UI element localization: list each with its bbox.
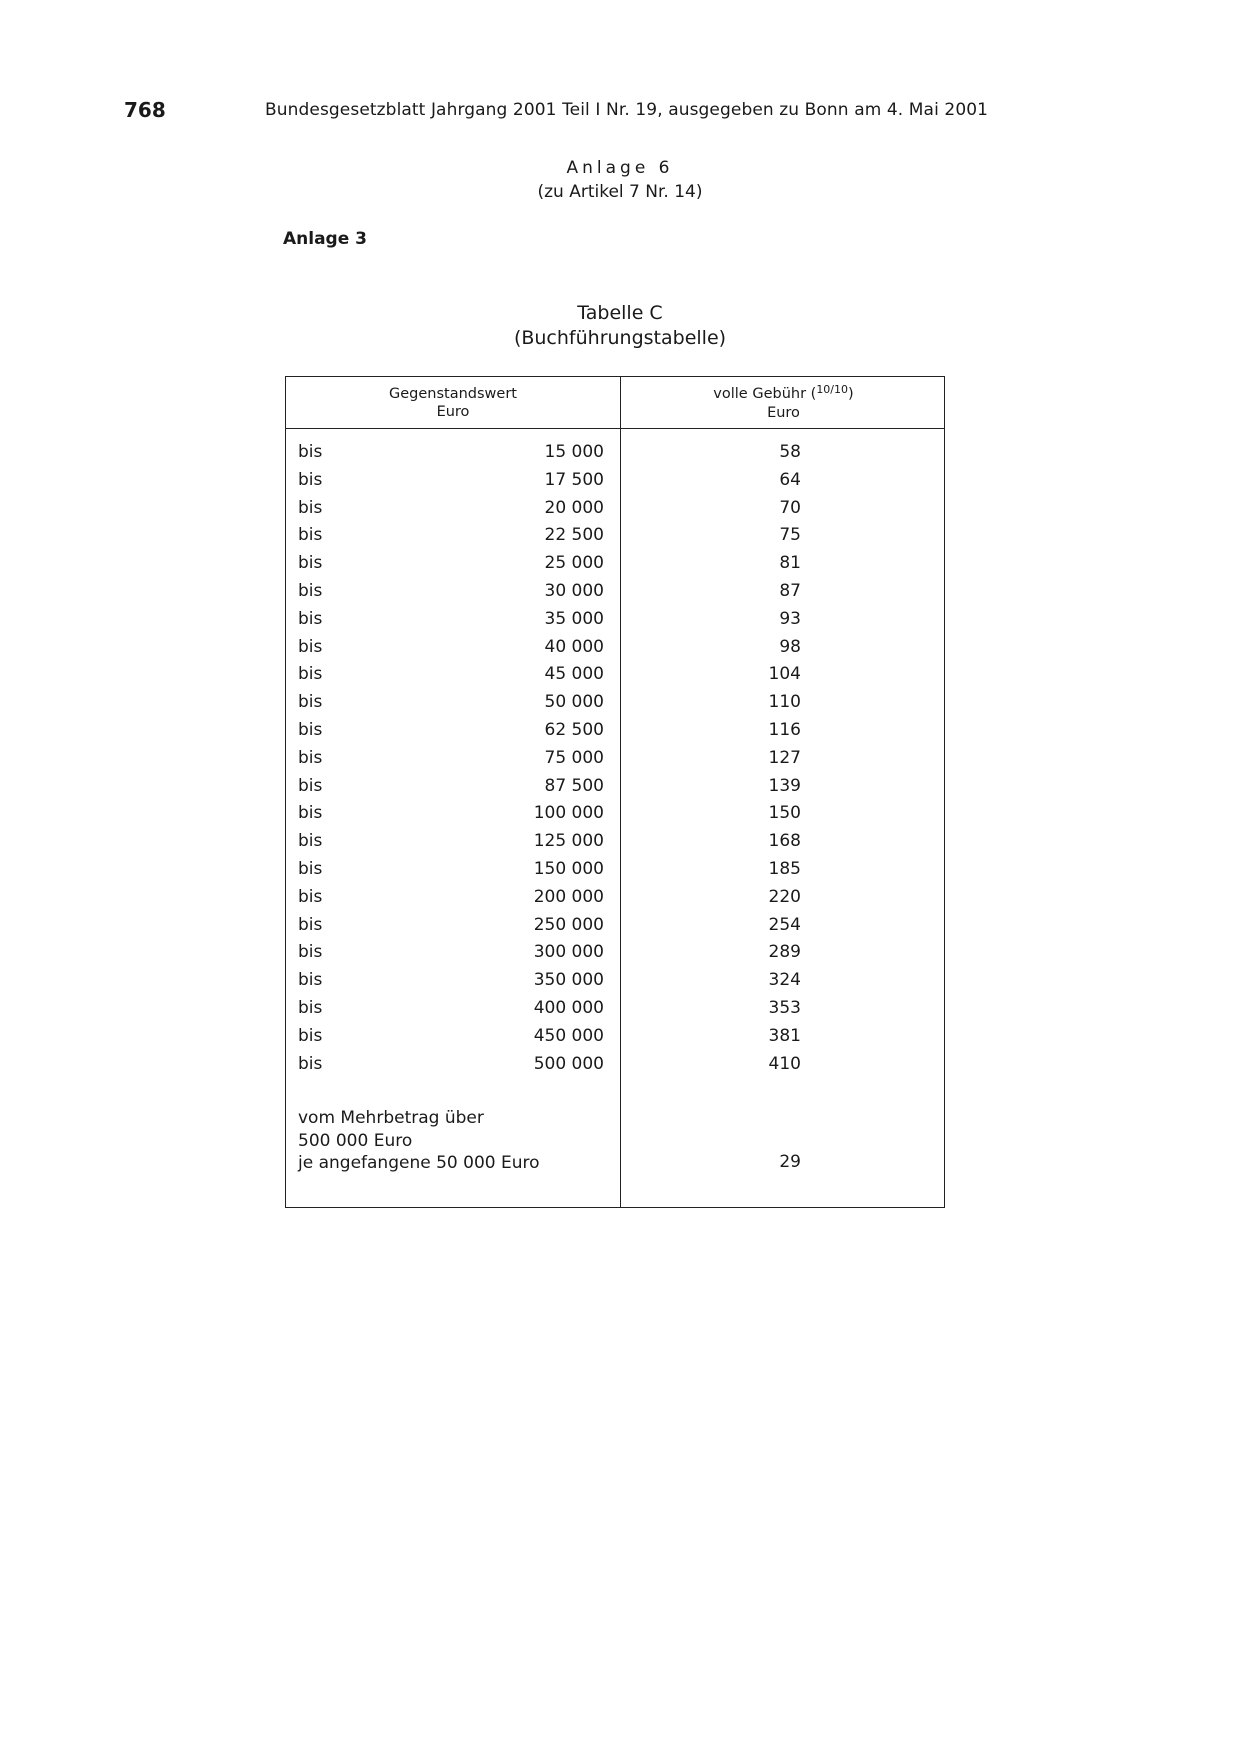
fee-fraction: 10/10 <box>816 383 849 396</box>
row-value: 450 000 <box>533 1025 604 1046</box>
table-title: Tabelle C <box>577 302 663 324</box>
anlage-label: Anlage 3 <box>283 229 368 249</box>
row-value: 350 000 <box>533 970 604 991</box>
row-label: bis <box>298 775 323 796</box>
footer-line-1: vom Mehrbetrag über <box>298 1108 484 1128</box>
table-row <box>286 607 946 635</box>
page-number: 768 <box>124 98 166 122</box>
table-row <box>286 968 946 996</box>
row-value: 87 500 <box>544 775 604 796</box>
row-fee: 168 <box>768 831 801 852</box>
row-value: 250 000 <box>533 914 604 935</box>
table-row <box>286 996 946 1024</box>
row-label: bis <box>298 914 323 935</box>
table-row <box>286 523 946 551</box>
table-row <box>286 857 946 885</box>
column-header-value-label: Gegenstandswert <box>389 386 517 402</box>
row-label: bis <box>298 442 323 462</box>
footer-line-3: je angefangene 50 000 Euro <box>298 1153 540 1173</box>
row-value: 17 500 <box>544 469 604 490</box>
row-fee: 93 <box>779 608 801 629</box>
row-fee: 220 <box>768 886 801 907</box>
row-value: 40 000 <box>544 636 604 657</box>
fee-table <box>285 376 945 1208</box>
row-value: 100 000 <box>533 803 604 824</box>
table-row <box>286 496 946 524</box>
row-value: 300 000 <box>533 942 604 963</box>
row-label: bis <box>298 997 323 1018</box>
row-value: 200 000 <box>533 886 604 907</box>
row-value: 400 000 <box>533 997 604 1018</box>
row-value: 75 000 <box>544 747 604 768</box>
row-fee: 150 <box>768 803 801 824</box>
row-label: bis <box>298 719 323 740</box>
row-label: bis <box>298 831 323 852</box>
row-fee: 75 <box>779 525 801 546</box>
table-row <box>286 662 946 690</box>
row-fee: 254 <box>768 914 801 935</box>
row-label: bis <box>298 970 323 991</box>
row-fee: 139 <box>768 775 801 796</box>
table-row <box>286 551 946 579</box>
row-value: 20 000 <box>544 497 604 518</box>
row-value: 35 000 <box>544 608 604 629</box>
header-rule <box>286 428 944 429</box>
running-title: Bundesgesetzblatt Jahrgang 2001 Teil I Nr. 19, ausgegeben zu Bonn am 4. Mai 2001 <box>265 100 989 120</box>
table-row <box>286 690 946 718</box>
row-fee: 185 <box>768 858 801 879</box>
row-value: 25 000 <box>544 553 604 574</box>
row-value: 15 000 <box>544 442 604 462</box>
anlage-title: Anlage 6 <box>566 158 674 178</box>
row-fee: 381 <box>768 1025 801 1046</box>
row-value: 500 000 <box>533 1053 604 1074</box>
table-row <box>286 801 946 829</box>
row-fee: 127 <box>768 747 801 768</box>
table-body <box>286 440 946 1079</box>
table-row <box>286 774 946 802</box>
row-label: bis <box>298 942 323 963</box>
row-fee: 353 <box>768 997 801 1018</box>
row-value: 150 000 <box>533 858 604 879</box>
row-fee: 70 <box>779 497 801 518</box>
column-header-value-unit: Euro <box>436 404 470 420</box>
row-value: 125 000 <box>533 831 604 852</box>
row-fee: 58 <box>779 442 801 462</box>
column-header-fee-label <box>621 385 946 404</box>
row-fee: 410 <box>768 1053 801 1074</box>
row-fee: 324 <box>768 970 801 991</box>
row-label: bis <box>298 692 323 713</box>
table-row <box>286 940 946 968</box>
row-label: bis <box>298 664 323 685</box>
anlage-reference: (zu Artikel 7 Nr. 14) <box>537 182 703 202</box>
row-value: 62 500 <box>544 719 604 740</box>
footer-line-2: 500 000 Euro <box>298 1130 413 1151</box>
fee-label-close: ) <box>848 386 854 402</box>
table-row <box>286 829 946 857</box>
row-label: bis <box>298 636 323 657</box>
fee-label-text: volle Gebühr ( <box>713 386 817 402</box>
column-header-fee <box>621 385 946 422</box>
footer-fee: 29 <box>779 1152 801 1172</box>
row-label: bis <box>298 553 323 574</box>
row-label: bis <box>298 1025 323 1046</box>
row-label: bis <box>298 525 323 546</box>
table-row <box>286 885 946 913</box>
table-row <box>286 1052 946 1080</box>
table-row <box>286 718 946 746</box>
table-row <box>286 746 946 774</box>
table-row <box>286 468 946 496</box>
row-fee: 110 <box>768 692 801 713</box>
anlage-heading <box>0 158 1240 202</box>
row-label: bis <box>298 497 323 518</box>
row-label: bis <box>298 886 323 907</box>
row-fee: 98 <box>779 636 801 657</box>
table-row <box>286 913 946 941</box>
row-value: 45 000 <box>544 664 604 685</box>
row-fee: 87 <box>779 580 801 601</box>
row-fee: 104 <box>768 664 801 685</box>
table-row <box>286 579 946 607</box>
row-value: 22 500 <box>544 525 604 546</box>
footer-text <box>298 1107 618 1175</box>
row-label: bis <box>298 858 323 879</box>
table-title-block <box>0 301 1240 351</box>
row-label: bis <box>298 747 323 768</box>
row-label: bis <box>298 469 323 490</box>
row-label: bis <box>298 580 323 601</box>
table-row <box>286 1024 946 1052</box>
row-label: bis <box>298 1053 323 1074</box>
row-fee: 289 <box>768 942 801 963</box>
row-fee: 81 <box>779 553 801 574</box>
column-header-value <box>286 385 620 421</box>
table-subtitle: (Buchführungstabelle) <box>513 327 727 349</box>
row-fee: 64 <box>779 469 801 490</box>
row-fee: 116 <box>768 719 801 740</box>
row-label: bis <box>298 608 323 629</box>
row-label: bis <box>298 803 323 824</box>
column-header-fee-unit: Euro <box>767 405 800 421</box>
row-value: 30 000 <box>544 580 604 601</box>
table-row <box>286 635 946 663</box>
row-value: 50 000 <box>544 692 604 713</box>
table-row <box>286 440 946 468</box>
